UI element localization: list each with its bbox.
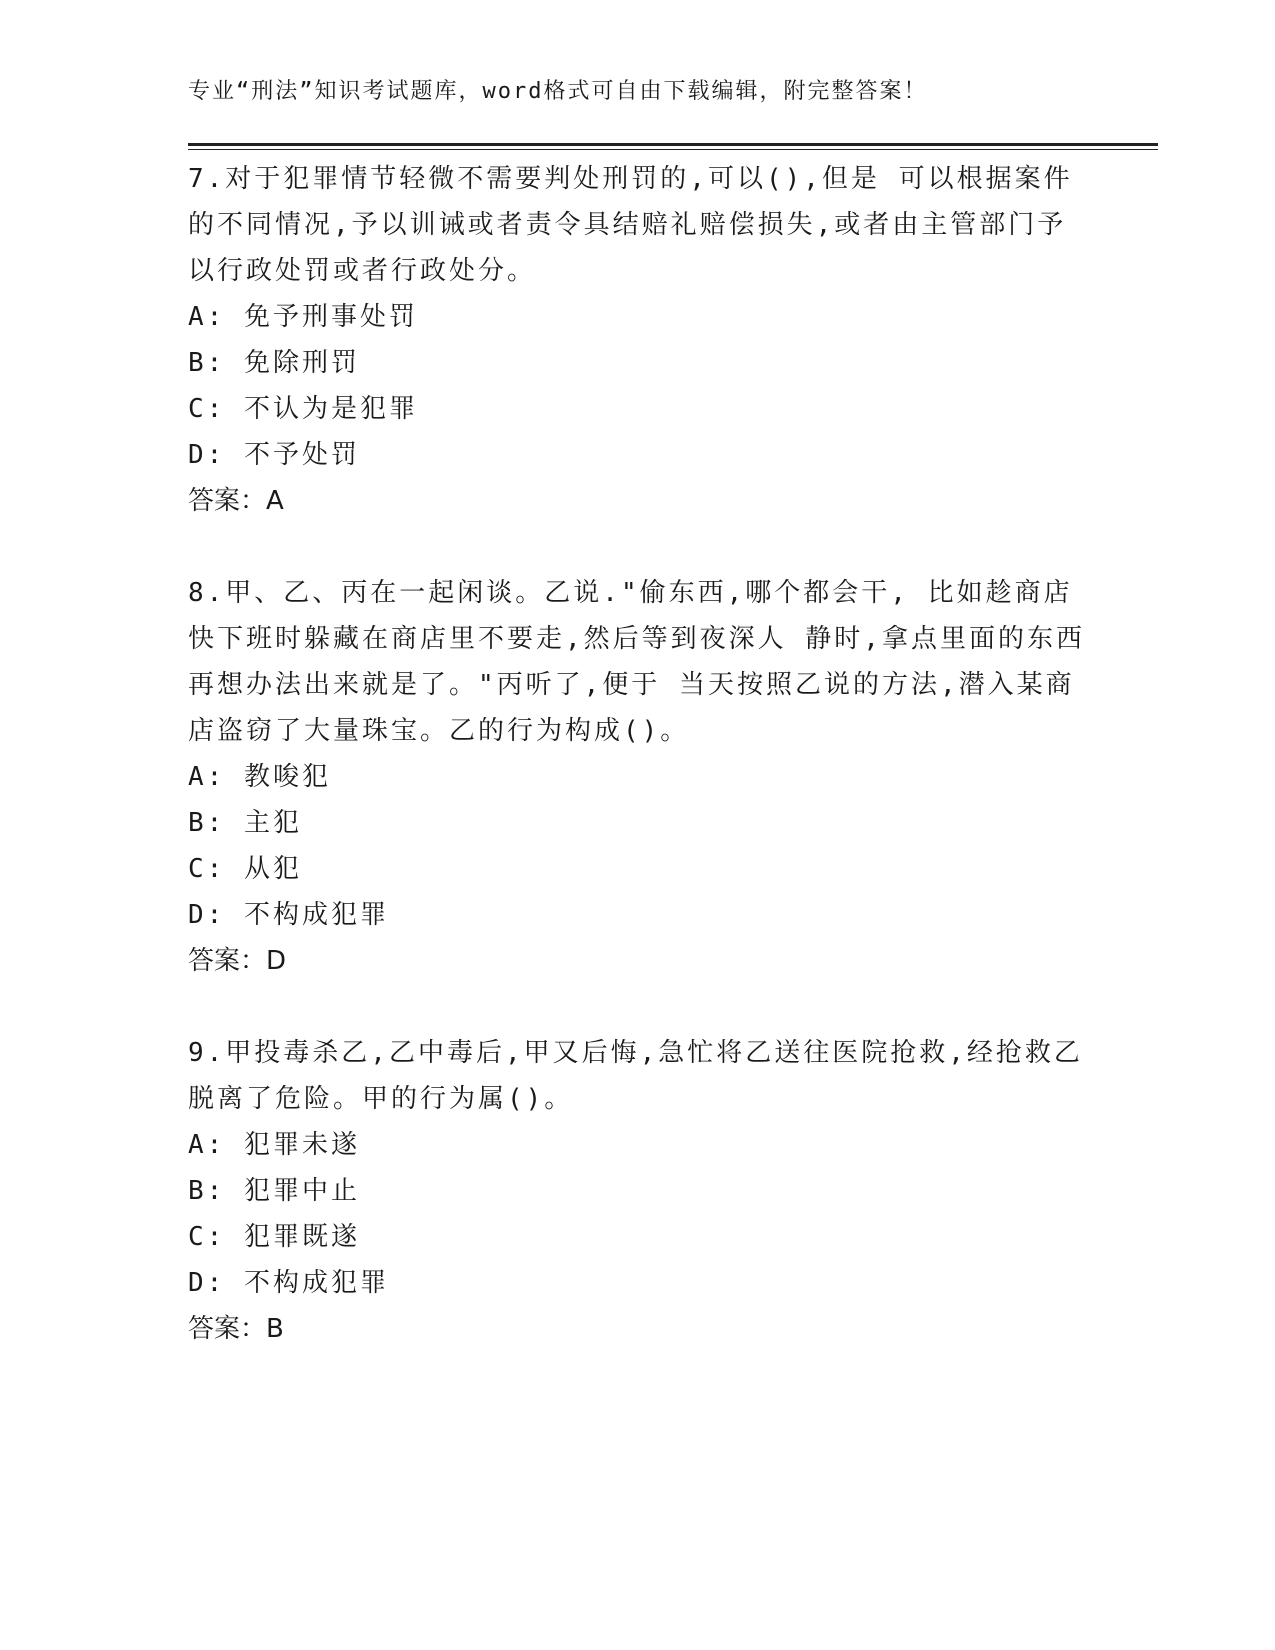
question-stem: 7.对于犯罪情节轻微不需要判处刑罚的,可以(),但是 可以根据案件的不同情况,予以训诫或者责令具结赔礼赔偿损失,或者由主管部门予以行政处罚或者行政处分。	[188, 164, 1073, 286]
option-d: D: 不构成犯罪	[188, 1268, 389, 1298]
option-c: C: 从犯	[188, 854, 302, 884]
option-a: A: 免予刑事处罚	[188, 302, 418, 332]
document-header: 专业“刑法”知识考试题库，word格式可自由下载编辑，附完整答案！	[188, 79, 928, 104]
option-d: D: 不构成犯罪	[188, 900, 389, 930]
question-spacer	[188, 524, 1088, 570]
option-c: C: 不认为是犯罪	[188, 394, 418, 424]
header-rule-thin	[188, 149, 1158, 150]
answer-line: 答案：D	[188, 946, 287, 976]
option-b: B: 主犯	[188, 808, 302, 838]
header-rule-thick	[188, 143, 1158, 146]
question-9	[188, 1030, 1088, 1352]
question-7	[188, 156, 1088, 524]
question-stem: 8.甲、乙、丙在一起闲谈。乙说."偷东西,哪个都会干, 比如趁商店快下班时躲藏在商店里不要走,然后等到夜深人 静时,拿点里面的东西再想办法出来就是了。"丙听了,便于 当天按照乙说的方法,潜入某商店盗窃了大量珠宝。乙的行为构成()。	[188, 578, 1085, 746]
question-stem: 9.甲投毒杀乙,乙中毒后,甲又后悔,急忙将乙送往医院抢救,经抢救乙脱离了危险。甲的行为属()。	[188, 1038, 1083, 1114]
option-a: A: 教唆犯	[188, 762, 331, 792]
answer-line: 答案：B	[188, 1314, 284, 1344]
question-spacer	[188, 984, 1088, 1030]
question-8	[188, 570, 1088, 984]
option-b: B: 犯罪中止	[188, 1176, 360, 1206]
option-c: C: 犯罪既遂	[188, 1222, 360, 1252]
answer-line: 答案：A	[188, 486, 284, 516]
question-list	[188, 156, 1088, 1352]
option-a: A: 犯罪未遂	[188, 1130, 360, 1160]
option-d: D: 不予处罚	[188, 440, 360, 470]
option-b: B: 免除刑罚	[188, 348, 360, 378]
